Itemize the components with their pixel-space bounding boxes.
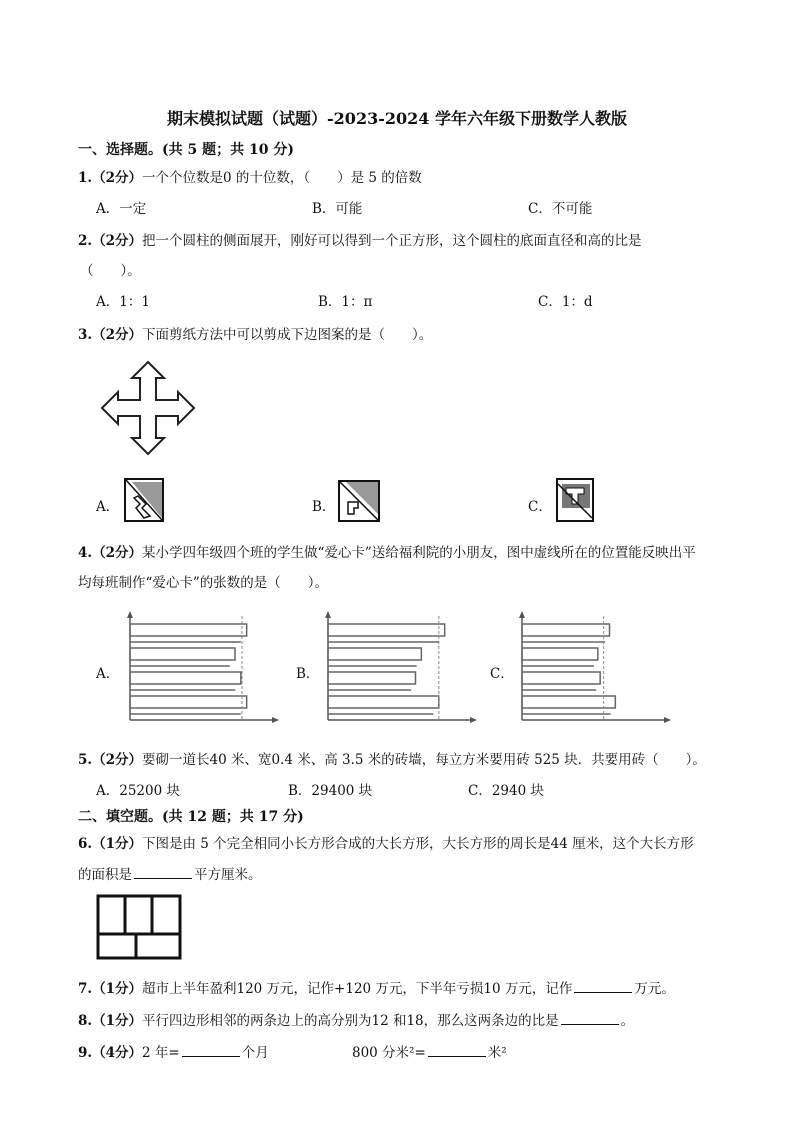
question-text: 米² — [487, 1045, 507, 1061]
q3-option-b-folded-paper-icon[interactable] — [338, 480, 380, 522]
question-text: 万元。 — [634, 981, 675, 997]
q4-option-b-bar-chart[interactable] — [322, 612, 482, 734]
q2-option-a[interactable]: A．1：1 — [96, 294, 150, 310]
question-text: 把一个圆柱的侧面展开，刚好可以得到一个正方形，这个圆柱的底面直径和高的比是 — [142, 233, 642, 249]
question-number: 6. — [78, 836, 93, 852]
q1-option-b[interactable]: B．可能 — [312, 201, 363, 217]
bar-3班 — [328, 672, 416, 684]
q2-option-c[interactable]: C．1：d — [538, 294, 593, 310]
question-text: 的面积是 — [78, 867, 132, 883]
bar-4班 — [130, 696, 247, 708]
four-arrow-pattern-figure — [100, 360, 196, 456]
question-score: （1分） — [92, 836, 142, 852]
q1-option-c[interactable]: C．不可能 — [528, 201, 593, 217]
question-text: 个月 — [241, 1045, 269, 1061]
question-score: （2分） — [92, 752, 142, 768]
bar-4班 — [522, 696, 615, 708]
five-rectangles-figure — [96, 894, 182, 960]
question-number: 4. — [78, 545, 93, 561]
q4-option-c-bar-chart[interactable] — [516, 612, 676, 734]
four-arrow-outline — [102, 362, 194, 454]
question-4 — [78, 541, 696, 561]
bar-2班 — [328, 648, 421, 660]
y-axis-arrow — [325, 611, 331, 618]
answer-blank[interactable] — [182, 1044, 240, 1057]
q4-option-a-bar-chart[interactable] — [124, 612, 284, 734]
question-number: 2. — [78, 233, 93, 249]
question-2 — [78, 229, 642, 249]
question-6 — [78, 832, 694, 852]
question-1 — [78, 166, 422, 186]
q4-option-a-label[interactable]: A． — [96, 666, 120, 682]
section-heading-fill-blank: 二、填空题。(共 12 题；共 17 分) — [78, 809, 304, 825]
answer-blank[interactable] — [574, 980, 632, 993]
section-heading-choice: 一、选择题。(共 5 题；共 10 分) — [78, 142, 294, 158]
question-4-continued: 均每班制作“爱心卡”的张数的是（ ）。 — [78, 575, 329, 591]
q5-option-c[interactable]: C．2940 块 — [468, 783, 544, 799]
question-text: 平方厘米。 — [194, 867, 262, 883]
x-axis-arrow — [664, 717, 671, 723]
bar-1班 — [522, 624, 610, 636]
question-number: 8. — [78, 1013, 93, 1029]
question-score: （2分） — [92, 233, 142, 249]
question-9 — [78, 1041, 269, 1061]
page-title: 期末模拟试题（试题）-2023-2024 学年六年级下册数学人教版 — [167, 109, 627, 128]
q5-option-a[interactable]: A．25200 块 — [96, 783, 180, 799]
bar-2班 — [522, 648, 598, 660]
question-score: （4分） — [92, 1045, 142, 1061]
q3-option-c-folded-paper-icon[interactable] — [556, 478, 594, 522]
question-2-continued: （ ）。 — [80, 263, 141, 279]
question-text: 一个个位数是0 的十位数，（ ）是 5 的倍数 — [142, 170, 422, 186]
q5-option-b[interactable]: B．29400 块 — [288, 783, 373, 799]
question-number: 3. — [78, 327, 93, 343]
question-text: 平行四边形相邻的两条边上的高分别为12 和18，那么这两条边的比是 — [142, 1013, 559, 1029]
question-text: 下面剪纸方法中可以剪成下边图案的是（ ）。 — [142, 327, 433, 343]
bar-1班 — [328, 624, 445, 636]
bar-4班 — [328, 696, 439, 708]
question-3 — [78, 323, 432, 343]
answer-blank[interactable] — [134, 866, 192, 879]
question-text: 要砌一道长40 米、宽0.4 米、高 3.5 米的砖墙，每立方米要用砖 525 块．共要用砖（ ）。 — [142, 752, 706, 768]
question-7 — [78, 977, 675, 997]
question-text: 。 — [620, 1013, 635, 1029]
question-text: 800 分米²= — [352, 1045, 426, 1061]
question-text: 下图是由 5 个完全相同小长方形合成的大长方形，大长方形的周长是44 厘米，这个大长方形 — [142, 836, 694, 852]
question-9-part2 — [352, 1041, 507, 1061]
bar-3班 — [130, 672, 241, 684]
question-5 — [78, 748, 706, 768]
q3-option-a-label[interactable]: A． — [96, 499, 120, 515]
question-score: （2分） — [92, 170, 142, 186]
q4-option-c-label[interactable]: C． — [490, 666, 514, 682]
bar-2班 — [130, 648, 235, 660]
outer-rectangle — [98, 896, 180, 958]
question-number: 1. — [78, 170, 93, 186]
bar-3班 — [522, 672, 600, 684]
question-6-continued — [78, 863, 262, 883]
x-axis-arrow — [272, 717, 279, 723]
y-axis-arrow — [519, 611, 525, 618]
question-8 — [78, 1009, 634, 1029]
question-text: 超市上半年盈利120 万元，记作+120 万元，下半年亏损10 万元，记作 — [142, 981, 573, 997]
answer-blank[interactable] — [428, 1044, 486, 1057]
question-number: 9. — [78, 1045, 93, 1061]
q3-option-b-label[interactable]: B． — [312, 499, 336, 515]
question-number: 5. — [78, 752, 93, 768]
question-text: 某小学四年级四个班的学生做“爱心卡”送给福利院的小朋友，图中虚线所在的位置能反映出平 — [142, 545, 696, 561]
q4-option-b-label[interactable]: B． — [296, 666, 320, 682]
bar-1班 — [130, 624, 247, 636]
question-score: （1分） — [92, 981, 142, 997]
question-score: （2分） — [92, 545, 142, 561]
q3-option-c-label[interactable]: C． — [528, 499, 552, 515]
question-number: 7. — [78, 981, 93, 997]
question-text: 2 年= — [142, 1045, 180, 1061]
q3-option-a-folded-paper-icon[interactable] — [124, 478, 164, 522]
y-axis-arrow — [127, 611, 133, 618]
answer-blank[interactable] — [561, 1012, 619, 1025]
q1-option-a[interactable]: A．一定 — [96, 201, 147, 217]
question-score: （2分） — [92, 327, 142, 343]
q2-option-b[interactable]: B．1：π — [318, 294, 373, 310]
question-score: （1分） — [92, 1013, 142, 1029]
x-axis-arrow — [470, 717, 477, 723]
